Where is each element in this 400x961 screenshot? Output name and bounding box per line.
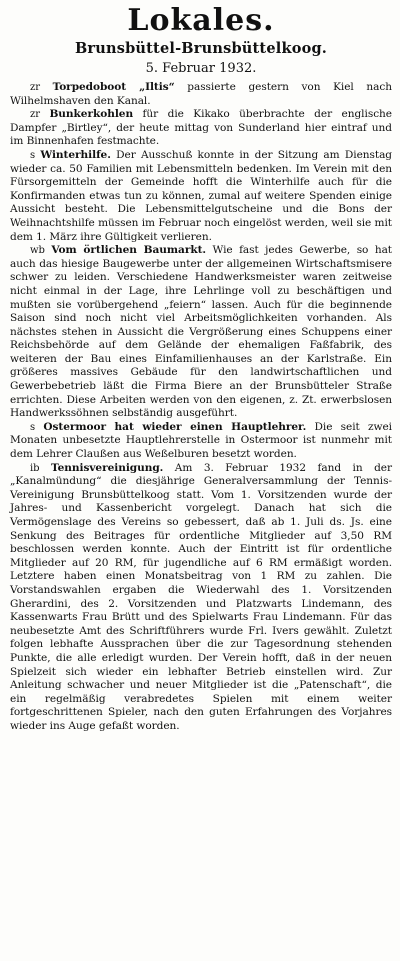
article-headline: Bunkerkohlen (49, 108, 134, 121)
author-mark: s (30, 421, 36, 433)
author-mark: wb (30, 245, 45, 257)
article-torpedoboot (10, 81, 392, 108)
section-title: Lokales. (127, 3, 275, 38)
locality-heading: Brunsbüttel-Brunsbüttelkoog. (74, 40, 328, 57)
author-mark: zr (30, 82, 40, 93)
article-body: Wie fast jedes Gewerbe, so hat auch das hiesige Baugewerbe unter der allgemeinen Wirtschaftsmisere schwer zu leiden. Verschiedene Handwerksmeister waren zeitweise nicht einmal in der Lage, ihre Lehrlinge voll zu beschäftigen und mußten sie vorübergehend „feiern“ lassen. Auch für die beginnende Saison sind noch nicht viel Arbeitsmöglichkeiten vorhanden. Als nächstes stehen in Aussicht die Vergrößerung eines Schuppens einer Reichsbehörde auf dem Gelände der ehemaligen Faßfabrik, des weiteren der Bau eines Einfamilienhauses an der Karlstraße. Ein größeres massives Gebäude für den landwirtschaftlichen und Gewerbebetrieb läßt die Firma Biere an der Brunsbütteler Straße errichten. Diese Arbeiten werden von den eigenen, z. Zt. erwerbslosen Handwerkssöhnen selbständig ausgeführt. (10, 244, 392, 420)
article-headline: Torpedoboot „Iltis“ (52, 81, 175, 93)
article-ostermoor (10, 421, 392, 462)
article-body: für die Kikako überbrachte der englische Dampfer „Birtley“, der heute mittag von Sunderland hier eintraf und im Binnenhafen festmachte. (10, 108, 392, 148)
article-body: Am 3. Februar 1932 fand in der „Kanalmündung“ die diesjährige Generalversammlung der Tennis-Vereinigung Brunsbüttelkoog statt. Vom 1. Vorsitzenden wurde der Jahres- und Kassenbericht vorgelegt. Danach hat sich die Vermögenslage des Vereins so gebessert, daß ab 1. Juli ds. Js. eine Senkung des Beitrages für ordentliche Mitglieder auf 3,50 RM beschlossen werden konnte. Auch der Eintritt ist für ordentliche Mitglieder auf 20 RM, für jugendliche auf 6 RM ermäßigt worden. Letztere haben einen Monatsbeitrag von 1 RM zu zahlen. Die Vorstandswahlen ergaben die Wiederwahl des 1. Vorsitzenden Gherardini, des 2. Vorsitzenden und Platzwarts Lindemann, des Kassenwarts Frau Brütt und des Spielwarts Frau Lindemann. Für das neubesetzte Amt des Schriftführers wurde Frl. Ivers gewählt. Zuletzt folgen lebhafte Aussprachen über die zur Tagesordnung stehenden Punkte, die alle erledigt wurden. Der Verein hofft, daß in der neuen Spielzeit sich wieder ein lebhafter Betrieb einstellen wird. Zur Anleitung schwacher und neuer Mitglieder ist die „Patenschaft“, die ein regelmäßig verabredetes Spielen mit einem weiter fortgeschrittenen Spieler, nach den guten Erfahrungen des Vorjahres wieder ins Auge gefaßt worden. (10, 461, 392, 732)
article-body: Die seit zwei Monaten unbesetzte Hauptlehrerstelle in Ostermoor ist nunmehr mit dem Lehrer Claußen aus Weßelburen besetzt worden. (10, 420, 392, 461)
article-body: Der Ausschuß konnte in der Sitzung am Dienstag wieder ca. 50 Familien mit Lebensmitteln bedenken. Im Verein mit den Fürsorgemitteln der Gemeinde hofft die Winterhilfe auch für die Konfirmanden etwas tun zu können, zumal auf weitere Spenden einige Aussicht besteht. Die Lebensmittelgutscheine und die Bons der Weihnachtshilfe müssen im Februar noch eingelöst werden, weil sie mit dem 1. März ihre Gültigkeit verlieren. (10, 148, 393, 243)
article-baumarkt (10, 244, 392, 421)
article-winterhilfe (10, 149, 392, 244)
article-headline: Winterhilfe. (40, 148, 111, 161)
article-headline: Vom örtlichen Baumarkt. (51, 244, 207, 257)
article-bunkerkohlen (10, 108, 392, 149)
article-tennisvereinigung (10, 462, 392, 734)
article-body: passierte gestern von Kiel nach Wilhelmshaven den Kanal. (10, 81, 392, 107)
author-mark: zr (30, 109, 40, 121)
news-column (10, 81, 392, 734)
author-mark: ib (30, 462, 40, 474)
dateline: 5. Februar 1932. (145, 61, 257, 76)
article-headline: Ostermoor hat wieder einen Hauptlehrer. (43, 420, 307, 433)
author-mark: s (30, 149, 36, 161)
article-headline: Tennisvereinigung. (51, 461, 164, 474)
